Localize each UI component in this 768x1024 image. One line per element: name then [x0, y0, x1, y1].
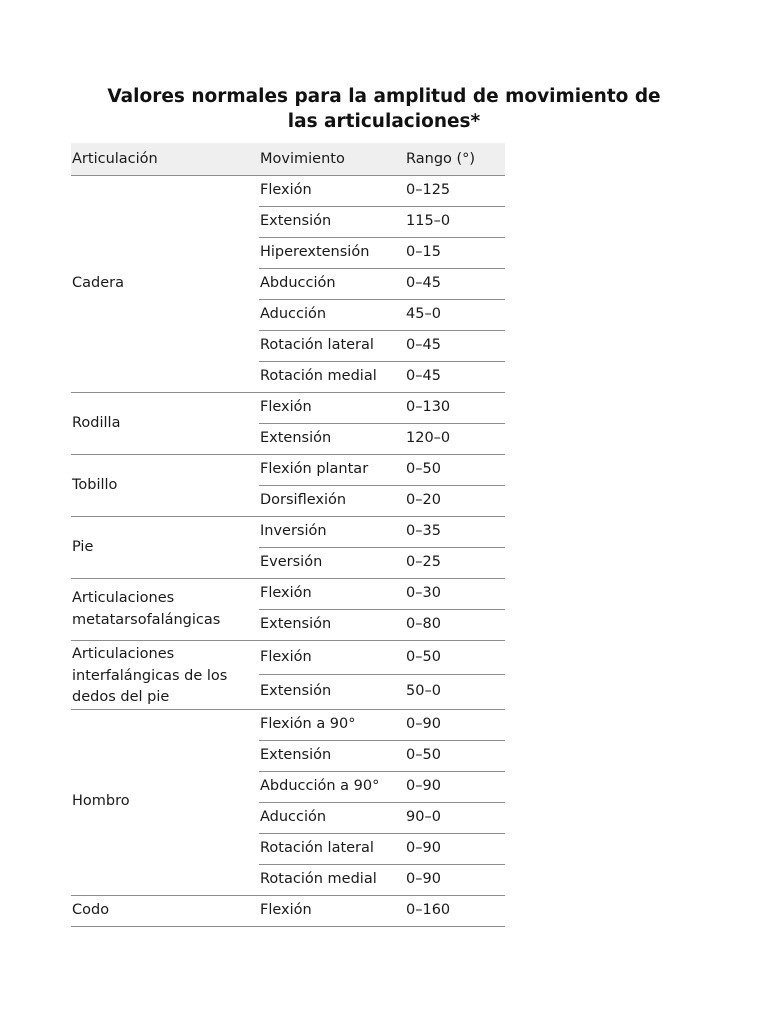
movement-cell: Extensión — [259, 424, 405, 455]
table-row — [71, 517, 505, 548]
header-joint: Articulación — [71, 143, 259, 176]
movement-cell: Flexión — [259, 641, 405, 675]
range-cell: 0–25 — [405, 548, 505, 579]
movement-cell: Abducción a 90° — [259, 771, 405, 802]
range-cell: 0–90 — [405, 771, 505, 802]
movement-cell: Extensión — [259, 740, 405, 771]
range-cell: 45–0 — [405, 300, 505, 331]
range-cell: 0–90 — [405, 864, 505, 895]
movement-cell: Flexión — [259, 895, 405, 926]
movement-cell: Rotación lateral — [259, 331, 405, 362]
range-cell: 0–50 — [405, 641, 505, 675]
joint-cell: Codo — [71, 895, 259, 926]
range-cell: 120–0 — [405, 424, 505, 455]
joint-cell: Articulaciones interfalángicas de los dedos del pie — [71, 641, 259, 710]
joint-cell: Rodilla — [71, 393, 259, 455]
joint-cell: Cadera — [71, 176, 259, 393]
movement-cell: Flexión a 90° — [259, 709, 405, 740]
range-cell: 90–0 — [405, 802, 505, 833]
table-row — [71, 176, 505, 207]
range-cell: 0–45 — [405, 269, 505, 300]
range-cell: 0–45 — [405, 362, 505, 393]
range-cell: 0–90 — [405, 709, 505, 740]
table-row — [71, 455, 505, 486]
header-range: Rango (°) — [405, 143, 505, 176]
joint-cell: Pie — [71, 517, 259, 579]
movement-cell: Aducción — [259, 802, 405, 833]
table-row — [71, 579, 505, 610]
range-cell: 0–50 — [405, 740, 505, 771]
range-cell: 0–35 — [405, 517, 505, 548]
movement-cell: Extensión — [259, 675, 405, 709]
joint-cell: Tobillo — [71, 455, 259, 517]
joint-cell: Hombro — [71, 709, 259, 895]
movement-cell: Flexión — [259, 176, 405, 207]
movement-cell: Flexión — [259, 393, 405, 424]
movement-cell: Aducción — [259, 300, 405, 331]
range-cell: 0–50 — [405, 455, 505, 486]
movement-cell: Dorsiflexión — [259, 486, 405, 517]
range-cell: 0–90 — [405, 833, 505, 864]
movement-cell: Rotación medial — [259, 362, 405, 393]
range-cell: 0–80 — [405, 610, 505, 641]
range-cell: 0–130 — [405, 393, 505, 424]
table-row — [71, 393, 505, 424]
range-cell: 0–160 — [405, 895, 505, 926]
movement-cell: Inversión — [259, 517, 405, 548]
header-row — [71, 143, 505, 176]
movement-cell: Abducción — [259, 269, 405, 300]
movement-cell: Rotación lateral — [259, 833, 405, 864]
movement-cell: Hiperextensión — [259, 238, 405, 269]
movement-cell: Extensión — [259, 610, 405, 641]
header-movement: Movimiento — [259, 143, 405, 176]
movement-cell: Eversión — [259, 548, 405, 579]
table-row — [71, 895, 505, 926]
table-header — [71, 143, 505, 176]
range-cell: 50–0 — [405, 675, 505, 709]
range-cell: 0–125 — [405, 176, 505, 207]
range-cell: 115–0 — [405, 207, 505, 238]
table-body — [71, 176, 505, 927]
movement-cell: Rotación medial — [259, 864, 405, 895]
range-cell: 0–45 — [405, 331, 505, 362]
movement-cell: Flexión — [259, 579, 405, 610]
movement-cell: Flexión plantar — [259, 455, 405, 486]
range-cell: 0–30 — [405, 579, 505, 610]
table-row — [71, 709, 505, 740]
range-cell: 0–15 — [405, 238, 505, 269]
range-cell: 0–20 — [405, 486, 505, 517]
range-of-motion-table — [71, 143, 505, 927]
joint-cell: Articulaciones metatarsofalángicas — [71, 579, 259, 641]
page-title: Valores normales para la amplitud de movimiento de las articulaciones* — [107, 86, 661, 132]
movement-cell: Extensión — [259, 207, 405, 238]
table-row — [71, 641, 505, 675]
